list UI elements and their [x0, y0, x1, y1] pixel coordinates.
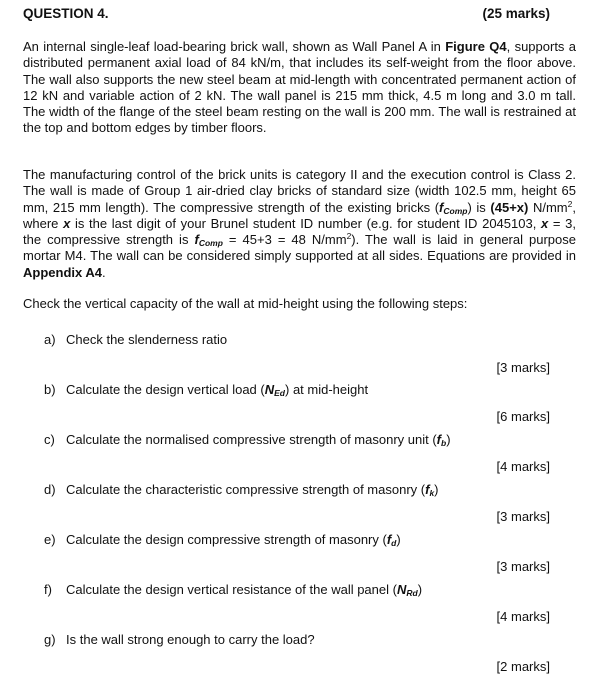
text-run: = 45+3 = 48 N/mm [222, 232, 347, 248]
question-text: Calculate the characteristic compressive strength of masonry ( [66, 482, 426, 497]
question-header [23, 6, 550, 21]
question-label: a) [44, 332, 56, 347]
figure-reference: Figure Q4 [445, 39, 507, 54]
question-text-end: ) [434, 482, 439, 497]
symbol-subscript: b [441, 438, 447, 448]
question-label: d) [44, 482, 56, 497]
symbol: f [436, 432, 442, 447]
paragraph-wall-description [23, 39, 576, 137]
question-item-b [44, 382, 368, 397]
symbol-f: f [194, 232, 199, 248]
marks-d: [3 marks] [496, 509, 550, 524]
subscript-comp: Comp [198, 238, 223, 249]
question-text: Calculate the design vertical resistance of the wall panel ( [66, 582, 397, 597]
question-item-g [44, 632, 315, 647]
text-run: ). The wall is laid in general purpose mortar M4. The wall can be considered simply supported at all sides. Equations are provided in [23, 232, 576, 264]
question-text: Is the wall strong enough to carry the load? [66, 632, 315, 647]
marks-a: [3 marks] [496, 360, 550, 375]
marks-c: [4 marks] [496, 459, 550, 474]
appendix-reference: Appendix A4 [23, 264, 102, 280]
question-text-end: ) [417, 582, 423, 597]
symbol-subscript: d [391, 538, 397, 548]
symbol: f [425, 482, 430, 497]
symbol-subscript: k [429, 488, 435, 498]
question-item-d [44, 482, 439, 497]
question-total-marks: (25 marks) [482, 6, 550, 21]
marks-b: [6 marks] [496, 409, 550, 424]
symbol-x: x [540, 215, 549, 231]
text-run: , where [23, 199, 576, 231]
symbol-f: f [439, 199, 444, 215]
text-run: , supports a distributed permanent axial load of 84 kN/m, that includes its self-weight from the floor above. The wall also supports the new steel beam at mid-length with concentrated permanent action of 12 kN and variable action of 2 kN. The wall panel is 215 mm thick, 4.5 m long and 3.0 m tall. The width of the flange of the steel beam resting on the wall is 200 mm. The wall is restrained at the top and bottom edges by timber floors. [23, 39, 576, 136]
question-item-e [44, 532, 401, 547]
text-run: is the last digit of your Brunel student ID number (e.g. for student ID 2045103, [70, 215, 541, 231]
text-run: = 3, the compressive strength is [23, 215, 576, 248]
question-text: Calculate the normalised compressive strength of masonry unit ( [66, 432, 437, 447]
paragraph-instructions: Check the vertical capacity of the wall at mid-height using the following steps: [23, 296, 468, 311]
symbol-subscript: Ed [274, 388, 285, 398]
marks-e: [3 marks] [496, 559, 550, 574]
text-run: N/mm [528, 199, 568, 215]
marks-g: [2 marks] [496, 659, 550, 674]
question-text-end: ) [396, 532, 401, 547]
question-text: Check the slenderness ratio [66, 332, 228, 347]
symbol: N [396, 582, 407, 597]
symbol-subscript: Rd [406, 588, 418, 598]
superscript-2: 2 [567, 198, 573, 209]
question-label: b) [44, 382, 56, 397]
text-run: The manufacturing control of the brick units is category II and the execution control is Class 2. The wall is made of Group 1 air-dried clay bricks of standard size (width 102.5 mm, height 65 mm, 215 mm length). The compressive strength of the existing bricks ( [23, 167, 576, 215]
superscript-2: 2 [346, 231, 352, 242]
question-label: f) [44, 582, 52, 597]
paragraph-material-description [23, 167, 576, 281]
question-label: c) [44, 432, 55, 447]
question-text: Calculate the design vertical load ( [66, 382, 265, 397]
symbol: f [386, 532, 392, 547]
question-text-end: ) [446, 432, 451, 447]
text-run: An internal single-leaf load-bearing brick wall, shown as Wall Panel A in [23, 39, 446, 54]
question-item-a [44, 332, 227, 347]
question-text-end: ) at mid-height [285, 382, 369, 397]
question-label: e) [44, 532, 56, 547]
question-item-f [44, 582, 422, 597]
text-run: ) is [467, 199, 491, 215]
marks-f: [4 marks] [496, 609, 550, 624]
strength-expression: (45+x) [490, 199, 529, 215]
subscript-comp: Comp [443, 205, 468, 216]
symbol-x: x [63, 215, 71, 231]
question-label: g) [44, 632, 56, 647]
question-text: Calculate the design compressive strength of masonry ( [66, 532, 387, 547]
question-item-c [44, 432, 451, 447]
symbol: N [264, 382, 275, 397]
text-run: . [101, 264, 106, 280]
question-title: QUESTION 4. [23, 6, 109, 21]
